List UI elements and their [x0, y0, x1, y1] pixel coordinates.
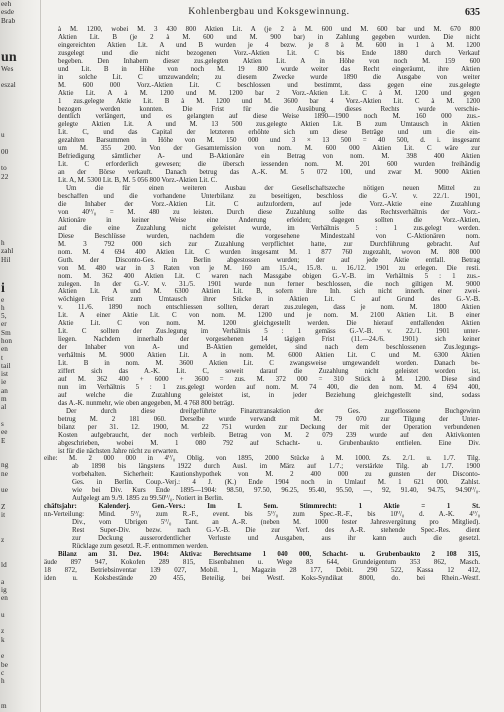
gutter-line: [0, 25, 40, 33]
body-text-line: 1 zus.gelegte Aktie Lit. B à M. 1200 und M. 3600 bar 4 Vorz.-Aktien Lit. C à M. 1200: [58, 97, 480, 105]
gutter-line: ue: [1, 486, 8, 495]
gutter-line: [0, 98, 40, 106]
adjacent-page-gutter: [0, 0, 40, 712]
body-text-line: ist für die nächsten Jahre nicht zu erwarten.: [58, 447, 179, 455]
gutter-line: Sm: [1, 328, 11, 337]
body-text-line: nun im Verhältnis 5 : 1 zus.gelegt worden auf nom. M. 74 400, die den nom. M. 4 694 400,: [58, 383, 480, 391]
body-text-line: Lit. C sollten der Zus.legung im Verhältnis 5 : 1 gemäss G.-V.-B. v. 22./1. 1901 unter-: [58, 328, 480, 336]
body-text-line: vorbehalten. Sicherheit: Kautionshypothek von M. 2 400 000 zu gunsten der Disconto-: [72, 471, 480, 479]
gutter-line: h: [1, 303, 5, 312]
gutter-line: [0, 569, 40, 577]
gutter-line: [0, 619, 40, 627]
gutter-line: [0, 115, 40, 123]
gutter-line: an: [1, 386, 8, 395]
gutter-line: z: [1, 627, 5, 636]
body-text-line: abgeschrieben, wobei M. 1 080 792 auf Schacht- u. Grubenbaukto entfielen. Eine Div.: [58, 439, 480, 447]
gutter-line: [0, 520, 40, 528]
body-text-line: ab 1898 bis längstens 1922 durch Ausl. im März auf 1./7.; verstärkte Tilg. ab 1./7. 1900: [72, 463, 480, 471]
gutter-line: [0, 33, 40, 41]
page-fold-divider: [40, 0, 41, 712]
gutter-line: [0, 544, 40, 552]
body-text-line: um M. 355 200. Von der Gesamtemission von nom. M. 600 000 Aktien Lit. C wäre zur: [58, 145, 480, 153]
body-text-line: Guth. der Disconto-Ges. in Berlin abgestossen wurden; der auf jede Aktie entfall. Betrag: [58, 256, 480, 264]
body-text-line: dentlich verlängert, und es gelangten auf diese Weise 1890—1900 noch M. 160 000 zus.-: [58, 113, 480, 121]
gutter-line: m: [1, 395, 7, 404]
body-text-line: M. 3 792 000 sich zur Zuzahlung verpflichtet hatte, zur Durchführung gebracht. Auf: [58, 240, 480, 248]
gutter-line: h: [1, 239, 5, 248]
gutter-line: h: [1, 677, 5, 686]
body-text-line: von 40⁰/₀ = M. 480 zu leisten. Durch diese Zuzahlung sollte das Rechtsverhältnis der Vorz.-: [58, 208, 480, 216]
gutter-line: [0, 181, 40, 189]
body-text-line: Aktie Lit. C von nom. M. 1200 gleichgestellt werden. Die hierauf entfallenden Aktien: [58, 320, 480, 328]
gutter-line: hon: [1, 336, 13, 345]
gutter-line: Brab: [1, 16, 16, 25]
gutter-line: tail: [1, 361, 11, 370]
gutter-line: 00: [1, 147, 9, 156]
gutter-line: [0, 644, 40, 652]
gutter-text-column: [0, 0, 40, 710]
gutter-line: [0, 264, 40, 272]
gutter-line: c: [1, 668, 5, 677]
body-text-line: Div., vom Übrigen 5⁰/₀ Tant. an A.-R. (neben M. 1000 fester Jahresvergütung pro Mitglied).: [72, 519, 480, 527]
body-text-line: betrug M. 2 181 060. Derselbe wurde verwandt mit M. 79 070 zur Tilgung der Unter-: [58, 415, 480, 423]
gutter-line: [0, 685, 40, 693]
gutter-line: [0, 412, 40, 420]
gutter-line: [0, 231, 40, 239]
gutter-line: ig: [1, 585, 7, 594]
body-text-line: Kosten aufgebraucht, der noch verbleib. Betrag von M. 2 079 239 wurde auf den Aktivkonten: [58, 431, 480, 439]
gutter-line: i: [1, 280, 5, 296]
gutter-line: u: [1, 610, 5, 619]
gutter-line: [0, 189, 40, 197]
gutter-line: a: [1, 577, 5, 586]
gutter-line: ng: [1, 461, 9, 470]
body-text-line: gezahlten Barsummen in Höhe von M. 150 000 und 3 × 13 500 = 40 500, d. i. insgesamt: [58, 137, 480, 145]
body-text-line: von M. 480 war in 3 Raten von je M. 160 am 15./4., 15./8. u. 16./12. 1901 zu erlegen. Die resti.: [58, 264, 480, 272]
gutter-line: ne: [1, 469, 8, 478]
body-text-line: nom. M. 362 400 Aktien Lit. C waren nach Massgabe obigen G.-V.-B. im Verhältnis 5 : 1 zus.-: [58, 272, 480, 280]
body-text-line: äude 897 947, Kokofen 289 815, Eisenbahnen u. Wege 83 644, Grundeigentum 353 862, Masch.: [44, 558, 480, 566]
body-text-line: wöchigen Frist zum Umtausch ihrer Stücke in Aktien Lit. C auf Grund des G.-V.-B.: [58, 296, 480, 304]
gutter-line: E: [1, 436, 6, 445]
gutter-line: en: [1, 345, 8, 354]
gutter-line: zahl: [1, 247, 14, 256]
gutter-line: to: [1, 164, 7, 173]
body-text-line: der Inhaber von A- und B-Aktien gemeldet, sind nach dem beschlossenen Zus.legungs-: [58, 344, 480, 352]
body-text-line: gelegte Aktien Lit. A und M. 13 500 zus.gelegte Aktien Lit. B zum Umtausch in Aktien: [58, 121, 480, 129]
body-text-line: Diese Beschlüsse wurden, nachdem die vorgesehene Mindestzahl von C-Aktionären nom.: [58, 232, 480, 240]
gutter-line: Wes: [1, 64, 14, 73]
gutter-line: t: [1, 353, 4, 362]
body-text-line: zulegen. In der G.-V. v. 31./5. 1901 wurde nun ferner beschlossen, die noch giltigen M. 9000: [58, 280, 480, 288]
gutter-line: 22: [1, 172, 9, 181]
body-text-line: auf die eine Zuzahlung nicht geleistet wurde, im Verhältnis 5 : 1 zus.gelegt werden.: [58, 224, 480, 232]
body-text-line: Lit. C erforderlich gewesen; die übersch iessenden nom. M. 201 600 wurden freihändig: [58, 161, 480, 169]
body-text-line: M. 600 000 Vorz.-Aktien Lit. C beschlossen und bestimmt, dass gegen eine zus.gelegte: [58, 81, 480, 89]
body-text-line: Aufgelegt am 9./9. 1895 zu 99.50⁰/₀. Notiert in Berlin.: [72, 495, 224, 503]
body-text-line: begeben. Den Inhabern dieser zus.gelegten Aktien Lit. A in Höhe von noch M. 159 600: [58, 57, 480, 65]
gutter-line: be: [1, 660, 8, 669]
body-text-line: und Lit. B in Höhe von noch M. 19 800 wurde weiter das Recht eingeräumt, ihre Aktien: [58, 65, 480, 73]
body-text-line: chäftsjahr: Kalenderj. Gen.-Vers.: Im I. Sem. Stimmrecht: 1 Aktie = 1 St.: [44, 503, 480, 511]
gutter-line: ee: [1, 428, 8, 437]
gutter-line: [0, 198, 40, 206]
body-text-line: in solche Lit. C umzuwandeln; zu diesem Zwecke wurde 1890 die Ausgabe von weiter: [58, 73, 480, 81]
body-text-line: Um die für einen weiteren Ausbau der Gesellschaftszeche nötigen neuen Mittel zu: [66, 185, 480, 193]
body-text-line: Aktie Lit. A à M. 1200 und M. 1200 bar 2 Vorz.-Aktien Lit. C à M. 1200 und gegen: [58, 89, 480, 97]
gutter-line: [0, 156, 40, 164]
gutter-line: ie: [1, 378, 7, 387]
gutter-line: [0, 90, 40, 98]
gutter-line: er: [1, 320, 7, 329]
page-number: 635: [465, 7, 480, 18]
body-text-line: Aktien Lit. B (je 2 à M. 600 und M. 900 bar) in Zahlung gegeben wurden. Die nicht: [58, 33, 480, 41]
body-text-line: wie bei Div. Kurs Ende 1895—1904: 98.50, 97.50, 96.25, 95.40, 95.50, —, 92, 91.40, 94.75, 94.90⁰/₀.: [72, 487, 480, 495]
body-text-line: Ges. in Berlin. Coup.-Verj.: 4 J. (K.) Ende 1904 noch in Umlauf M. 1 621 000. Zahlst.: [72, 479, 480, 487]
gutter-line: [0, 222, 40, 230]
body-text-line: à M. 1200, wobei M. 3 430 800 Aktien Lit. A (je 2 à M. 600 und M. 600 bar und M. 670 800: [58, 26, 480, 33]
running-head: Kohlenbergbau und Koksgewinnung.: [188, 7, 350, 17]
gutter-line: z: [1, 536, 5, 545]
body-text-line: iden u. Koksbestände 20 455, Beteilig. bei Westf. Koks-Syndikat 8000, do. bei Rhein.-Westf.: [44, 574, 480, 582]
gutter-line: it: [1, 511, 6, 520]
page-body-text: [44, 26, 480, 583]
body-text-line: eingereichten Aktien Lit. A und B wurden je 4 bezw. je 8 à M. 600 in 1 à M. 1200: [58, 41, 480, 49]
gutter-line: [0, 453, 40, 461]
body-text-line: die Inhaber der Vorz.-Aktien Lit. C aufzufordern, auf jede Vorz.-Aktie eine Zuzahlung: [58, 200, 480, 208]
gutter-line: 5,: [1, 312, 7, 321]
body-text-line: v. 11./6. 1890 noch entschliessen sollten, derart zus.zulegen, dass je nom. M. 1800 Aktien: [58, 304, 480, 312]
gutter-line: ist: [1, 370, 9, 379]
body-text-line: ziffert sich das A.-K. Lit. C, soweit darauf die Zuzahlung nicht geleistet worden ist,: [58, 367, 480, 375]
gutter-line: u: [1, 131, 5, 140]
body-text-line: Rest Super-Div. bezw. nach G.-V.-B. Die zur Verf. des A.-R. stehende Spec.-Res. dient: [72, 527, 480, 535]
gutter-line: e: [1, 652, 5, 661]
body-text-line: Aktionäre in keiner Weise eine Änderung erleiden; dagegen sollten die Vorz.-Aktien,: [58, 216, 480, 224]
body-text-line: 18 872, Betriebsinventar 139 027, Mobil. 1, Magazin 28 177, Debit. 290 522, Kassa 12 412,: [44, 566, 480, 574]
body-text-line: liegen. Nachdem innerhalb der vorgesehenen 14 tägigen Frist (11.—24./6. 1901) sich keiner: [58, 336, 480, 344]
body-text-line: bezogen werden konnten. Die Frist für die Ausübung dieses Rechts wurde verschie-: [58, 105, 480, 113]
gutter-line: [0, 139, 40, 147]
body-text-line: Aktien Lit. A und M. 6300 Aktien Lit. B, sofern ihre Inh. sich nicht innerh. einer zwei-: [58, 288, 480, 296]
gutter-line: [0, 553, 40, 561]
gutter-line: ld: [1, 561, 7, 569]
gutter-line: esde: [1, 8, 15, 17]
gutter-line: [0, 123, 40, 131]
gutter-line: [0, 73, 40, 81]
gutter-line: e: [1, 295, 5, 304]
gutter-line: [0, 41, 40, 49]
body-text-line: nom. M. 4 694 400 Aktien Lit. C wurden insgesamt M. 1 877 760 zugezahlt, wovon M. 808 000: [58, 248, 480, 256]
body-text-line: zur Deckung ausserordentlicher Verluste und Ausgaben, aus ihr kann auch die gesetzl.: [72, 535, 480, 542]
body-text-line: bilanz per 31. 12. 1900, M. 22 751 wurden zur Deckung der mit der Operation verbundenen: [58, 423, 480, 431]
body-text-line: Der durch diese dreifgeführte Finanztransaktion der Ges. zugeflossene Buchgewinn: [66, 407, 480, 415]
body-text-line: eihe: M. 2 000 000 in 4⁰/₀ Oblig. von 1895, 2000 Stücke à M. 1000. Zs. 2./1. u. 1./7. Tilg.: [44, 455, 480, 463]
gutter-line: [0, 214, 40, 222]
gutter-line: [0, 694, 40, 702]
body-text-line: an der Börse verkauft. Danach betrug das A.-K. M. 5 072 100, und zwar M. 9000 Aktien: [58, 169, 480, 177]
body-text-line: Bilanz am 31. Dez. 1904: Aktiva: Berechtsame 1 040 000, Schacht- u. Grubenbaukto 2 108 315,: [58, 550, 480, 558]
gutter-line: Hil: [1, 255, 11, 264]
gutter-line: [0, 478, 40, 486]
gutter-line: al: [1, 403, 7, 412]
body-text-line: Lit. C, und das Capital der letzteren erhöhte sich um diese Beträge und um die ein-: [58, 129, 480, 137]
gutter-line: [0, 495, 40, 503]
body-text-line: auf M. 362 400 + 6000 + 3600 = zus. M. 372 000 = 310 Stück à M. 1200. Diese sind: [58, 375, 480, 383]
gutter-line: [0, 602, 40, 610]
body-text-line: das A.-K. nunmehr, wie oben angegeben, M. 4 768 800 beträgt.: [58, 399, 235, 407]
body-text-line: Rücklage zum gesetzl. R.-F. entnommen werden.: [72, 542, 209, 550]
body-text-line: Lit. B in nom. M. 3600 Aktien Lit. C zwangsweise umgewandelt worden. Danach be-: [58, 360, 480, 368]
gutter-line: [0, 445, 40, 453]
gutter-line: Z: [1, 502, 6, 511]
gutter-line: eszal: [1, 81, 16, 90]
gutter-line: s: [1, 419, 4, 428]
body-text-line: auf welche die Zuzahlung geleistet ist, in jeder Beziehung gleichgestellt sind, sodass: [58, 391, 480, 399]
body-text-line: beschaffen und die vorhandene Unterbilanz zu beseitigen, beschloss die G.-V. v. 22./1. 1901,: [58, 193, 480, 201]
body-text-line: Befriedigung sämtlicher A- und B-Aktionäre ein Betrag von nom. M. 398 400 Aktien: [58, 153, 480, 161]
body-text-line: nn-Verteilung: Mind. 5⁰/₀ zum R.-F., event. bis 5⁰/₀ zum Spec.-R.-F., bis 10⁰/₀ d. A.-K. 4⁰/₀: [44, 511, 480, 519]
gutter-line: eeh: [1, 0, 12, 8]
gutter-line: [0, 106, 40, 114]
gutter-line: m: [1, 702, 7, 711]
body-text-line: Lit. A, M. 5300 Lit. B, M. 5 056 800 Vorz.-Aktien Lit. C.: [58, 177, 218, 185]
gutter-line: [0, 206, 40, 214]
gutter-line: k: [1, 635, 5, 644]
gutter-line: [0, 528, 40, 536]
page-header: [58, 7, 480, 19]
gutter-line: [0, 272, 40, 280]
body-text-line: zusgelegt und die nicht bezogenen Vorz.-Aktien Lit. C bis Ende 1880 durch Verkauf: [58, 49, 480, 57]
body-text-line: verhältnis M. 9000 Aktien Lit. A in nom. M. 6000 Aktien Lit. C und M. 6300 Aktien: [58, 352, 480, 360]
body-text-line: Lit. A einer Aktie Lit. C von nom. M. 1200 und je nom. M. 2100 Aktien Lit. B einer: [58, 312, 480, 320]
gutter-line: un: [1, 49, 17, 65]
gutter-line: en: [1, 594, 8, 603]
